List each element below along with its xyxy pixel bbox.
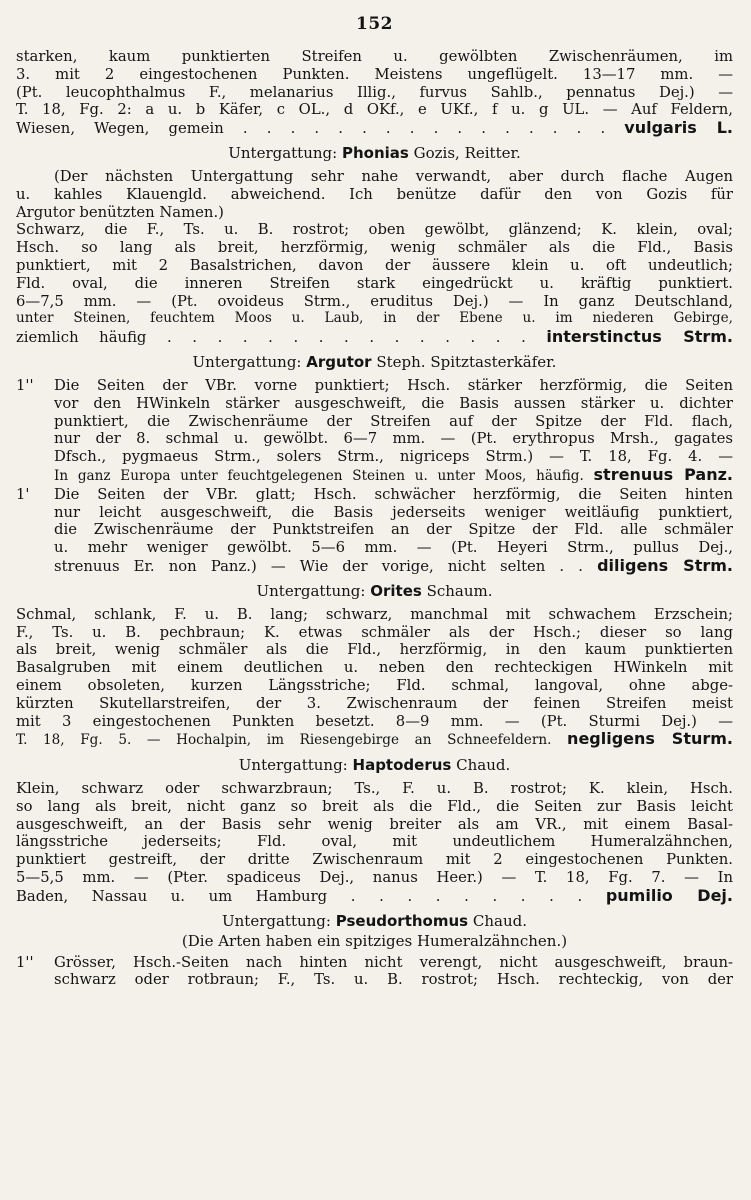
- line-text: Wiesen, Wegen, gemein: [16, 120, 224, 138]
- line-text: Grösser, Hsch.-Seiten nach hinten nicht verengt, nicht ausgeschweift, braun-: [54, 953, 733, 971]
- species-name: vulgaris L.: [624, 119, 733, 138]
- text-line-final: Baden, Nassau u. um Hamburg . . . . . . . . . pumilio Dej.: [16, 886, 733, 905]
- subgenus-authors: Schaum.: [426, 581, 493, 600]
- text-line: nur der 8. schmal u. gewölbt. 6—7 mm. — (Pt. erythropus Mrsh., gagates: [54, 430, 733, 448]
- line-text: Die Seiten der VBr. vorne punktiert; Hsch. stärker herzförmig, die Seiten: [54, 376, 733, 394]
- entry-negligens: [16, 606, 733, 750]
- text-line-final: strenuus Er. non Panz.) — Wie der vorige, nicht selten . . diligens Strm.: [54, 556, 733, 575]
- text-line: Basalgruben mit einem deutlichen u. neben den rechteckigen HWinkeln mit: [16, 659, 733, 677]
- subgenus-name: Argutor: [306, 352, 372, 371]
- entry-interstinctus: [16, 168, 733, 347]
- subgenus-authors: Chaud.: [472, 911, 527, 930]
- note-line: Argutor benützten Namen.): [16, 203, 224, 221]
- line-text: strenuus Er. non Panz.) — Wie der vorige, nicht selten: [54, 557, 546, 575]
- text-line: nur leicht ausgeschweift, die Basis jederseits weniger weitläufig punktiert,: [54, 503, 733, 521]
- text-line-final: ziemlich häufig . . . . . . . . . . . . . . . interstinctus Strm.: [16, 328, 733, 347]
- entry-diligens: [16, 486, 733, 576]
- text-line: als breit, wenig schmäler als die Fld., herzförmig, in den kaum punktierten: [16, 641, 733, 659]
- text-line: so lang als breit, nicht ganz so breit als die Fld., die Seiten zur Basis leicht: [16, 797, 733, 815]
- line-text: Baden, Nassau u. um Hamburg: [16, 887, 328, 905]
- text-line: ausgeschweift, an der Basis sehr wenig breiter als am VR., mit einem Basal-: [16, 815, 733, 833]
- subgenus-heading-pseudorthomus: [16, 912, 733, 930]
- key-number: 1'': [16, 953, 34, 971]
- text-line: (Pt. leucophthalmus F., melanarius Illig., furvus Sahlb., pennatus Dej.) —: [16, 83, 733, 101]
- text-line: [16, 486, 733, 504]
- subgenus-authors: Gozis, Reitter.: [413, 143, 521, 162]
- subgenus-authors: Steph. Spitztasterkäfer.: [376, 352, 557, 371]
- subgenus-note: (Die Arten haben ein spitziges Humeralzähnchen.): [181, 931, 568, 950]
- species-name: diligens Strm.: [597, 556, 733, 575]
- line-text: T. 18, Fg. 5. — Hochalpin, im Riesengebirge an Schneefeldern.: [16, 732, 552, 749]
- text-line: schwarz oder rotbraun; F., Ts. u. B. rostrot; Hsch. rechteckig, von der: [54, 971, 733, 989]
- heading-prefix: Untergattung:: [256, 581, 366, 600]
- text-line: kürzten Skutellarstreifen, der 3. Zwischenraum der feinen Streifen meist: [16, 694, 733, 712]
- entry-strenuus: [16, 377, 733, 486]
- heading-prefix: Untergattung:: [192, 352, 302, 371]
- heading-prefix: Untergattung:: [222, 911, 331, 930]
- line-text: In ganz Europa unter feuchtgelegenen Steinen u. unter Moos, häufig.: [54, 467, 584, 484]
- subgenus-authors: Chaud.: [456, 756, 511, 775]
- page-number: 152: [356, 14, 393, 34]
- text-line: die Zwischenräume der Punktstreifen an der Spitze der Fld. alle schmäler: [54, 521, 733, 539]
- text-line: [16, 954, 733, 972]
- subgenus-heading-orites: [16, 582, 733, 600]
- text-line: punktiert, die Zwischenräume der Streifen auf der Spitze der Fld. flach,: [54, 412, 733, 430]
- text-line: [16, 377, 733, 395]
- note-line: (Der nächsten Untergattung sehr nahe verwandt, aber durch flache Augen: [54, 167, 733, 185]
- entry-vulgaris: [16, 48, 733, 138]
- subgenus-name: Orites: [370, 581, 422, 600]
- heading-prefix: Untergattung:: [228, 143, 338, 162]
- subgenus-heading-haptoderus: [16, 756, 733, 774]
- text-line-final: [16, 730, 733, 750]
- text-line: 6—7,5 mm. — (Pt. ovoideus Strm., eruditus Dej.) — In ganz Deutschland,: [16, 292, 733, 310]
- text-line: mit 3 eingestochenen Punkten besetzt. 8—9 mm. — (Pt. Sturmi Dej.) —: [16, 712, 733, 730]
- line-text: ziemlich häufig: [16, 329, 147, 347]
- text-line: Schwarz, die F., Ts. u. B. rostrot; oben gewölbt, glänzend; K. klein, oval;: [16, 221, 733, 239]
- species-name: interstinctus Strm.: [546, 328, 733, 347]
- text-line: Schmal, schlank, F. u. B. lang; schwarz, manchmal mit schwachem Erzschein;: [16, 605, 733, 623]
- text-line: Hsch. so lang als breit, herzförmig, wenig schmäler als die Fld., Basis: [16, 239, 733, 257]
- subgenus-heading-phonias: [16, 144, 733, 162]
- line-text: Die Seiten der VBr. glatt; Hsch. schwächer herzförmig, die Seiten hinten: [54, 485, 733, 503]
- text-line: T. 18, Fg. 2: a u. b Käfer, c OL., d OKf., e UKf., f u. g UL. — Auf Feldern,: [16, 101, 733, 119]
- text-line: 3. mit 2 eingestochenen Punkten. Meistens ungeflügelt. 13—17 mm. —: [16, 65, 733, 83]
- species-name: strenuus Panz.: [593, 465, 733, 484]
- text-line: starken, kaum punktierten Streifen u. gewölbten Zwischenräumen, im: [16, 48, 733, 65]
- subgenus-name: Haptoderus: [352, 756, 452, 775]
- text-line: punktiert gestreift, der dritte Zwischenraum mit 2 eingestochenen Punkten.: [16, 851, 733, 869]
- note-line: u. kahles Klauengld. abweichend. Ich benütze dafür den von Gozis für: [16, 185, 733, 203]
- subgenus-heading-argutor: [16, 353, 733, 371]
- subgenus-name: Phonias: [341, 143, 409, 162]
- species-name: negligens Sturm.: [567, 730, 733, 749]
- text-line: punktiert, mit 2 Basalstrichen, davon der äussere klein u. oft undeutlich;: [16, 256, 733, 274]
- text-line: u. mehr weniger gewölbt. 5—6 mm. — (Pt. Heyeri Strm., pullus Dej.,: [54, 539, 733, 557]
- text-line: unter Steinen, feuchtem Moos u. Laub, in der Ebene u. im niederen Gebirge,: [16, 310, 733, 327]
- entry-pseudorthomus: [16, 932, 733, 990]
- text-line: einem obsoleten, kurzen Längsstriche; Fld. schmal, langoval, ohne abge-: [16, 676, 733, 694]
- key-number: 1': [16, 485, 30, 503]
- text-line: längsstriche jederseits; Fld. oval, mit undeutlichem Humeralzähnchen,: [16, 833, 733, 851]
- heading-prefix: Untergattung:: [238, 756, 348, 775]
- text-line-final: [16, 466, 733, 486]
- text-line: Fld. oval, die inneren Streifen stark eingedrückt u. kräftig punktiert.: [16, 274, 733, 292]
- key-number: 1'': [16, 376, 34, 394]
- subgenus-name: Pseudorthomus: [335, 911, 469, 930]
- species-name: pumilio Dej.: [605, 886, 733, 905]
- text-line: 5—5,5 mm. — (Pter. spadiceus Dej., nanus Heer.) — T. 18, Fg. 7. — In: [16, 869, 733, 887]
- text-line-final: Wiesen, Wegen, gemein . . . . . . . . . . . . . . . . vulgaris L.: [16, 119, 733, 138]
- text-line: vor den HWinkeln stärker ausgeschweift, die Basis aussen stärker u. dichter: [54, 394, 733, 412]
- entry-pumilio: [16, 780, 733, 906]
- text-line: F., Ts. u. B. pechbraun; K. etwas schmäler als der Hsch.; dieser so lang: [16, 623, 733, 641]
- text-line: Dfsch., pygmaeus Strm., solers Strm., nigriceps Strm.) — T. 18, Fg. 4. —: [54, 448, 733, 466]
- text-line: Klein, schwarz oder schwarzbraun; Ts., F. u. B. rostrot; K. klein, Hsch.: [16, 780, 733, 798]
